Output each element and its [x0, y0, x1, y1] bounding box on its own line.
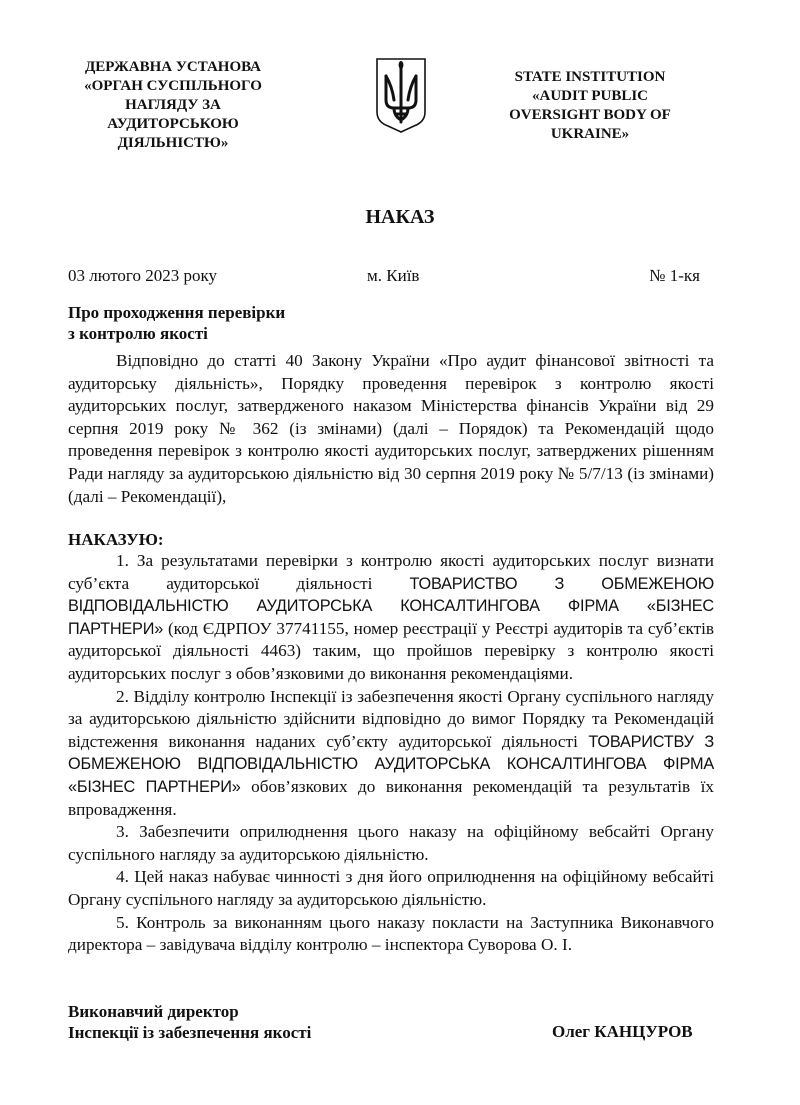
position-line: Виконавчий директор	[68, 1002, 239, 1021]
header-line: АУДИТОРСЬКОЮ	[107, 116, 239, 132]
subject-line: Про проходження перевірки	[68, 303, 286, 322]
header-line: ДІЯЛЬНІСТЮ»	[117, 135, 229, 151]
institution-name-english	[500, 68, 680, 144]
company-name: ТОВАРИСТВУ З ОБМЕЖЕНОЮ ВІДПОВІДАЛЬНІСТЮ АУДИТОРСЬКА КОНСАЛТИНГОВА ФІРМА «БІЗНЕС ПАРТНЕРИ»	[68, 732, 714, 796]
header-line: «AUDIT PUBLIC	[532, 88, 648, 104]
item-text: 1. За результатами перевірки з контролю якості аудиторських послуг визнати суб’єкта аудиторської діяльності	[68, 551, 714, 593]
signatory-name: Олег КАНЦУРОВ	[552, 1022, 693, 1041]
header-line: STATE INSTITUTION	[514, 69, 666, 85]
institution-name-ukrainian	[58, 58, 288, 153]
header-line: ДЕРЖАВНА УСТАНОВА	[84, 59, 262, 75]
header-line: UKRAINE»	[550, 126, 630, 142]
document-meta	[68, 266, 700, 286]
preamble-text: Відповідно до статті 40 Закону України «Про аудит фінансової звітності та аудиторську діяльність», Порядку проведення перевірок з контролю якості аудиторських послуг, затвердженого наказом Міністерства фінансів України від 29 серпня 2019 року № 362 (із змінами) (далі – Порядок) та Рекомендацій щодо проведення перевірок з контролю якості аудиторських послуг, затверджених рішенням Ради нагляду за аудиторською діяльністю від 30 серпня 2019 року № 5/7/13 (із змінами) (далі – Рекомендації),	[68, 351, 714, 506]
item-text: (код ЄДРПОУ 37741155, номер реєстрації у Реєстрі аудиторів та суб’єктів аудиторської діяльності 4463) таким, що пройшов перевірку з контролю якості аудиторських послуг з обов’язковими до виконання рекомендаціями.	[68, 618, 714, 683]
document-date: 03 лютого 2023 року	[68, 266, 217, 285]
company-name: ТОВАРИСТВО З ОБМЕЖЕНОЮ ВІДПОВІДАЛЬНІСТЮ АУДИТОРСЬКА КОНСАЛТИНГОВА ФІРМА «БІЗНЕС ПАРТНЕРИ»	[68, 574, 714, 638]
order-heading: НАКАЗУЮ:	[68, 530, 164, 549]
document-subject	[68, 302, 285, 344]
order-item-2	[68, 686, 714, 822]
order-item-5: 5. Контроль за виконанням цього наказу покласти на Заступника Виконавчого директора – завідувача відділу контролю – інспектора Суворова О. І.	[68, 912, 714, 955]
ukraine-trident-coat-of-arms-icon	[374, 56, 428, 134]
order-item-1	[68, 550, 714, 686]
item-text: обов’язкових до виконання рекомендацій та результатів їх впровадження.	[68, 776, 714, 819]
header-line: OVERSIGHT BODY OF	[509, 107, 671, 123]
header-line: НАГЛЯДУ ЗА	[125, 97, 221, 113]
position-line: Інспекції із забезпечення якості	[68, 1023, 312, 1042]
order-item-3: 3. Забезпечити оприлюднення цього наказу на офіційному вебсайті Органу суспільного нагляду за аудиторською діяльністю.	[68, 822, 714, 864]
signatory-position	[68, 1001, 311, 1043]
order-item-4: 4. Цей наказ набуває чинності з дня його оприлюднення на офіційному вебсайті Органу суспільного нагляду за аудиторською діяльністю.	[68, 867, 714, 909]
header-line: «ОРГАН СУСПІЛЬНОГО	[84, 78, 262, 94]
document-number: № 1-кя	[649, 266, 700, 285]
document-city: м. Київ	[367, 266, 420, 285]
order-items	[68, 550, 714, 957]
item-text: 2. Відділу контролю Інспекції із забезпечення якості Органу суспільного нагляду за аудиторською діяльністю здійснити відповідно до вимог Порядку та Рекомендацій відстеження виконання наданих суб’єкту аудиторської діяльності	[68, 686, 714, 751]
subject-line: з контролю якості	[68, 324, 208, 343]
document-title: НАКАЗ	[365, 206, 435, 228]
preamble	[68, 350, 714, 508]
